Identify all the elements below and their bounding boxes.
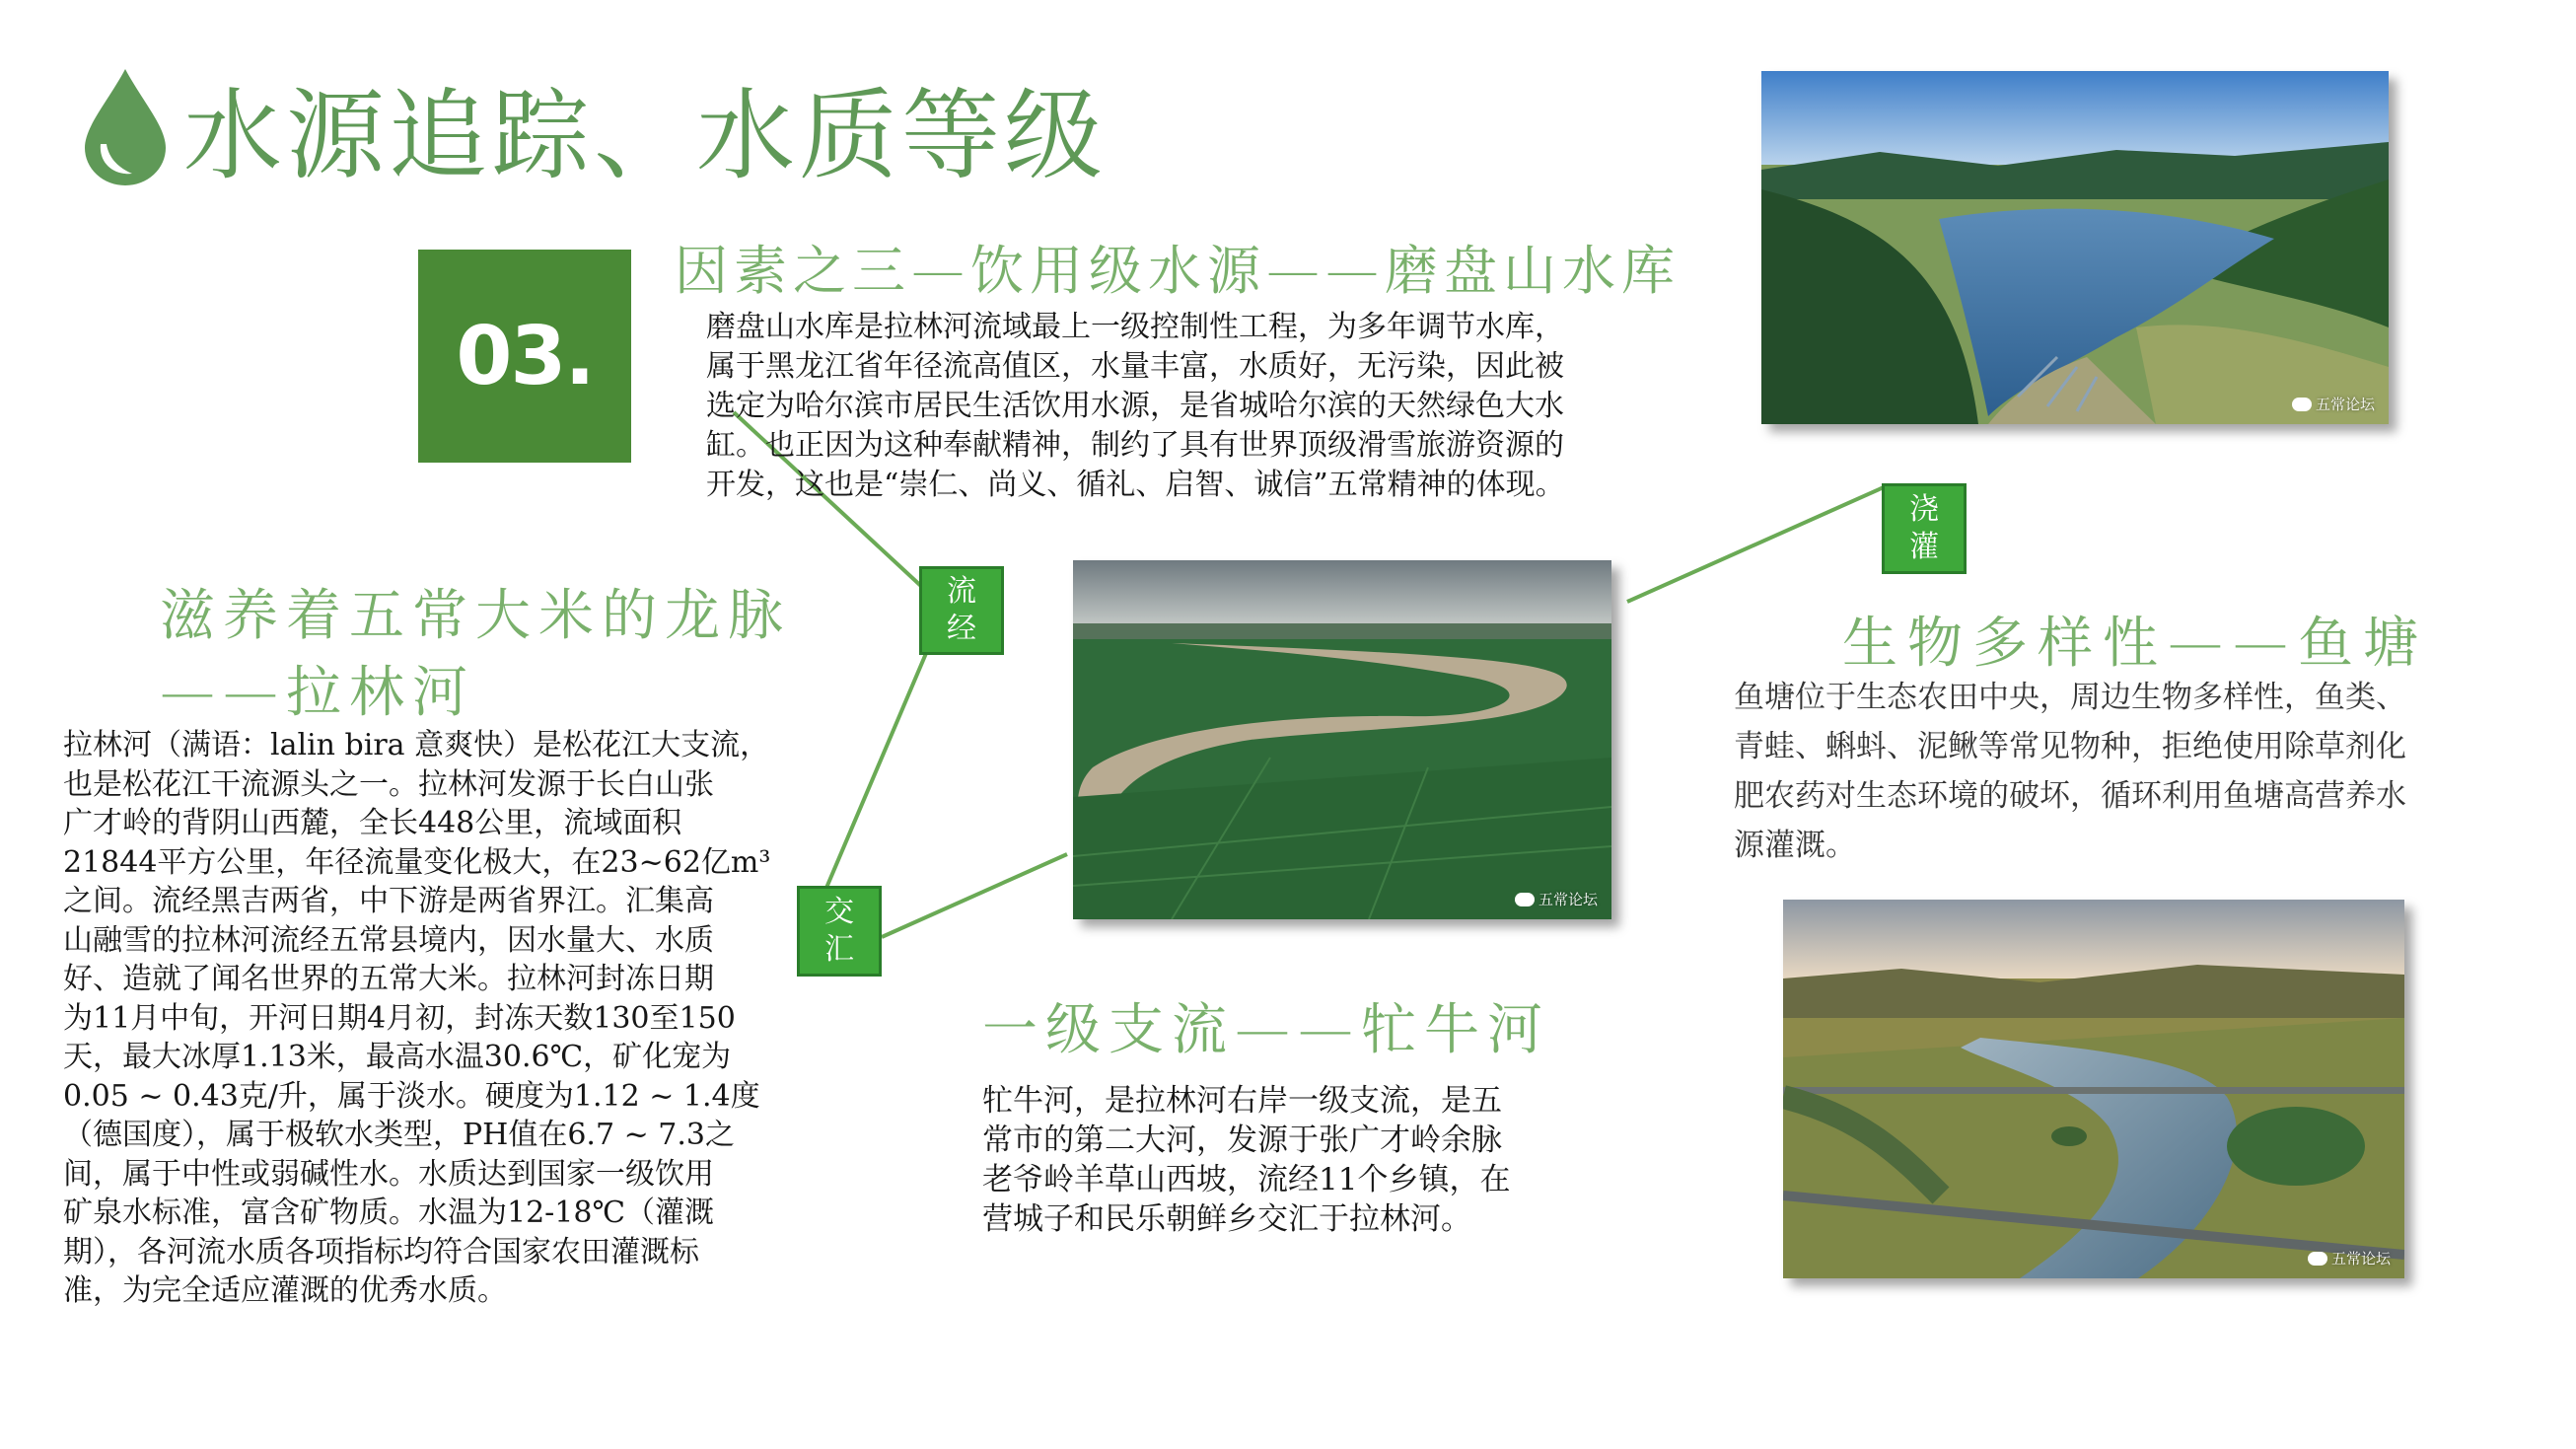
reservoir-description: [706, 308, 1692, 505]
text-line: 也是松花江干流源头之一。拉林河发源于长白山张: [63, 766, 714, 802]
text-line: 老爷岭羊草山西坡，流经11个乡镇，在: [982, 1162, 1511, 1197]
section-number-badge: [418, 250, 631, 463]
fishpond-heading: 生物多样性——鱼塘: [1842, 612, 2428, 676]
text-line: 好、造就了闻名世界的五常大米。拉林河封冻日期: [63, 962, 714, 996]
text-line: 0.05 ~ 0.43克/升，属于淡水。硬度为1.12 ~ 1.4度: [63, 1078, 760, 1114]
mangniu-heading: 一级支流——牤牛河: [982, 998, 1550, 1062]
tag-irrigate: 浇 灌: [1882, 483, 1967, 574]
text-line: 间，属于中性或弱碱性水。水质达到国家一级饮用: [63, 1156, 714, 1192]
text-line: 拉林河（满语：lalin bira 意爽快）是松花江大支流，: [63, 728, 770, 762]
text-line: 之间。流经黑吉两省，中下游是两省界江。汇集高: [63, 884, 714, 918]
text-line: 磨盘山水库是拉林河流域最上一级控制性工程，为多年调节水库，: [706, 310, 1564, 344]
text-line: 期），各河流水质各项指标均符合国家农田灌溉标: [63, 1234, 699, 1269]
lalin-description: [63, 726, 795, 1311]
text-line: 缸。也正因为这种奉献精神，制约了具有世界顶级滑雪旅游资源的: [706, 428, 1564, 463]
tag-flow: 流 经: [919, 566, 1004, 655]
lalin-heading-line1: 滋养着五常大米的龙脉: [160, 584, 791, 648]
tag-confluence: 交 汇: [797, 886, 882, 977]
water-drop-icon: [81, 65, 170, 187]
reservoir-heading: 因素之三—饮用级水源——磨盘山水库: [675, 240, 1681, 302]
text-line: 天，最大冰厚1.13米，最高水温30.6℃，矿化宠为: [63, 1040, 732, 1074]
fishpond-description: [1734, 673, 2464, 870]
section-number: 03.: [456, 309, 594, 403]
watermark: 五常论坛: [2292, 394, 2375, 414]
mangniu-description: [982, 1081, 1554, 1239]
text-line: 牤牛河，是拉林河右岸一级支流，是五: [982, 1083, 1502, 1119]
text-line: 选定为哈尔滨市居民生活饮用水源，是省城哈尔滨的天然绿色大水: [706, 389, 1564, 423]
text-line: 山融雪的拉林河流经五常县境内，因水量大、水质: [63, 922, 714, 958]
text-line: 肥农药对生态环境的破坏，循环利用鱼塘高营养水: [1734, 778, 2406, 814]
text-line: 矿泉水标准，富含矿物质。水温为12-18℃（灌溉: [63, 1195, 715, 1230]
text-line: 开发，这也是“崇仁、尚义、循礼、启智、诚信”五常精神的体现。: [706, 468, 1565, 502]
watermark: 五常论坛: [1515, 889, 1598, 909]
lalin-river-photo: [1073, 560, 1611, 919]
text-line: 广才岭的背阴山西麓，全长448公里，流域面积: [63, 806, 682, 840]
watermark: 五常论坛: [2308, 1248, 2391, 1268]
text-line: 21844平方公里，年径流量变化极大，在23~62亿m³: [63, 844, 771, 880]
connector-confluence-river: [882, 854, 1067, 937]
page-title: 水源追踪、水质等级: [183, 78, 1107, 193]
mangniu-river-photo: [1783, 900, 2404, 1278]
connector-flow-confluence: [826, 651, 927, 888]
text-line: 青蛙、蝌蚪、泥鳅等常见物种，拒绝使用除草剂化: [1734, 729, 2406, 764]
text-line: 准，为完全适应灌溉的优秀水质。: [63, 1273, 507, 1308]
reservoir-photo: [1761, 71, 2389, 424]
text-line: 常市的第二大河，发源于张广才岭余脉: [982, 1123, 1502, 1158]
lalin-heading-line2: ——拉林河: [160, 661, 475, 725]
text-line: 鱼塘位于生态农田中央，周边生物多样性，鱼类、: [1734, 680, 2406, 715]
text-line: 营城子和民乐朝鲜乡交汇于拉林河。: [982, 1201, 1471, 1237]
text-line: （德国度），属于极软水类型，PH值在6.7 ~ 7.3之: [63, 1118, 735, 1152]
text-line: 属于黑龙江省年径流高值区，水量丰富，水质好，无污染，因此被: [706, 349, 1564, 384]
text-line: 源灌溉。: [1734, 828, 1856, 863]
text-line: 为11月中旬，开河日期4月初，封冻天数130至150: [63, 1000, 736, 1036]
